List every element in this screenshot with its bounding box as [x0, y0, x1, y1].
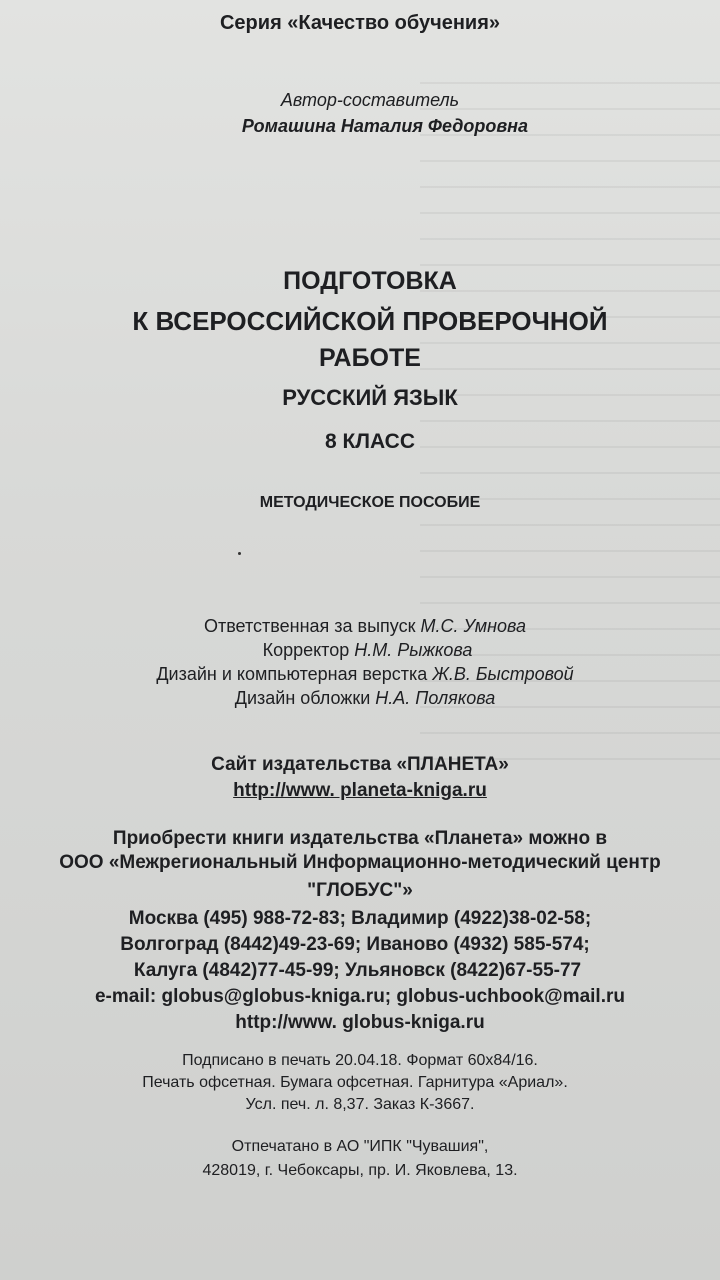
print-info-line: Усл. печ. л. 8,37. Заказ К-3667. — [245, 1096, 475, 1113]
credit-editor — [0, 616, 720, 637]
printer-info-line: Отпечатано в АО "ИПК "Чувашия", — [231, 1138, 489, 1155]
credit-role: Дизайн и компьютерная верстка — [156, 664, 428, 684]
buy-info-line: Приобрести книги издательства «Планета» можно в — [112, 828, 608, 849]
credit-person: Ж.В. Быстровой — [432, 664, 574, 684]
stray-dot — [238, 552, 241, 555]
credit-role: Дизайн обложки — [234, 688, 371, 708]
book-title-line-2: К ВСЕРОССИЙСКОЙ ПРОВЕРОЧНОЙ — [132, 306, 608, 336]
print-info-line: Печать офсетная. Бумага офсетная. Гарнитура «Ариал». — [142, 1074, 568, 1091]
buy-url-link[interactable]: http://www. globus-kniga.ru — [235, 1012, 485, 1033]
credit-person: М.С. Умнова — [420, 616, 527, 636]
buy-phones-line: Москва (495) 988-72-83; Владимир (4922)38-02-58; — [128, 908, 592, 929]
book-grade: 8 КЛАСС — [324, 430, 416, 453]
buy-phones-line: Калуга (4842)77-45-99; Ульяновск (8422)67-55-77 — [133, 960, 582, 981]
book-subject: РУССКИЙ ЯЗЫК — [282, 385, 458, 410]
author-label: Автор-составитель — [280, 90, 460, 110]
credit-cover — [0, 688, 720, 709]
credit-layout — [0, 664, 720, 685]
credit-person: Н.А. Полякова — [375, 688, 496, 708]
credit-person: Н.М. Рыжкова — [354, 640, 473, 660]
publisher-site-label: Сайт издательства «ПЛАНЕТА» — [211, 754, 509, 775]
book-title-line-3: РАБОТЕ — [319, 344, 421, 372]
book-title-line-1: ПОДГОТОВКА — [283, 267, 457, 295]
printer-address-line: 428019, г. Чебоксары, пр. И. Яковлева, 13. — [202, 1162, 518, 1179]
credit-role: Корректор — [262, 640, 350, 660]
buy-info-line: "ГЛОБУС"» — [307, 880, 413, 901]
book-type: МЕТОДИЧЕСКОЕ ПОСОБИЕ — [259, 494, 481, 511]
credit-proofreader — [0, 640, 720, 661]
series-title: Серия «Качество обучения» — [219, 12, 501, 34]
print-info-line: Подписано в печать 20.04.18. Формат 60х84/16. — [182, 1052, 538, 1069]
buy-info-line: ООО «Межрегиональный Информационно-методический центр — [59, 852, 661, 873]
buy-email-line[interactable]: e-mail: globus@globus-kniga.ru; globus-uchbook@mail.ru — [94, 986, 625, 1007]
buy-phones-line: Волгоград (8442)49-23-69; Иваново (4932) 585-574; — [120, 934, 590, 955]
publisher-url-link[interactable]: http://www. planeta-kniga.ru — [233, 780, 487, 801]
credit-role: Ответственная за выпуск — [203, 616, 416, 636]
author-name: Ромашина Наталия Федоровна — [241, 116, 529, 136]
